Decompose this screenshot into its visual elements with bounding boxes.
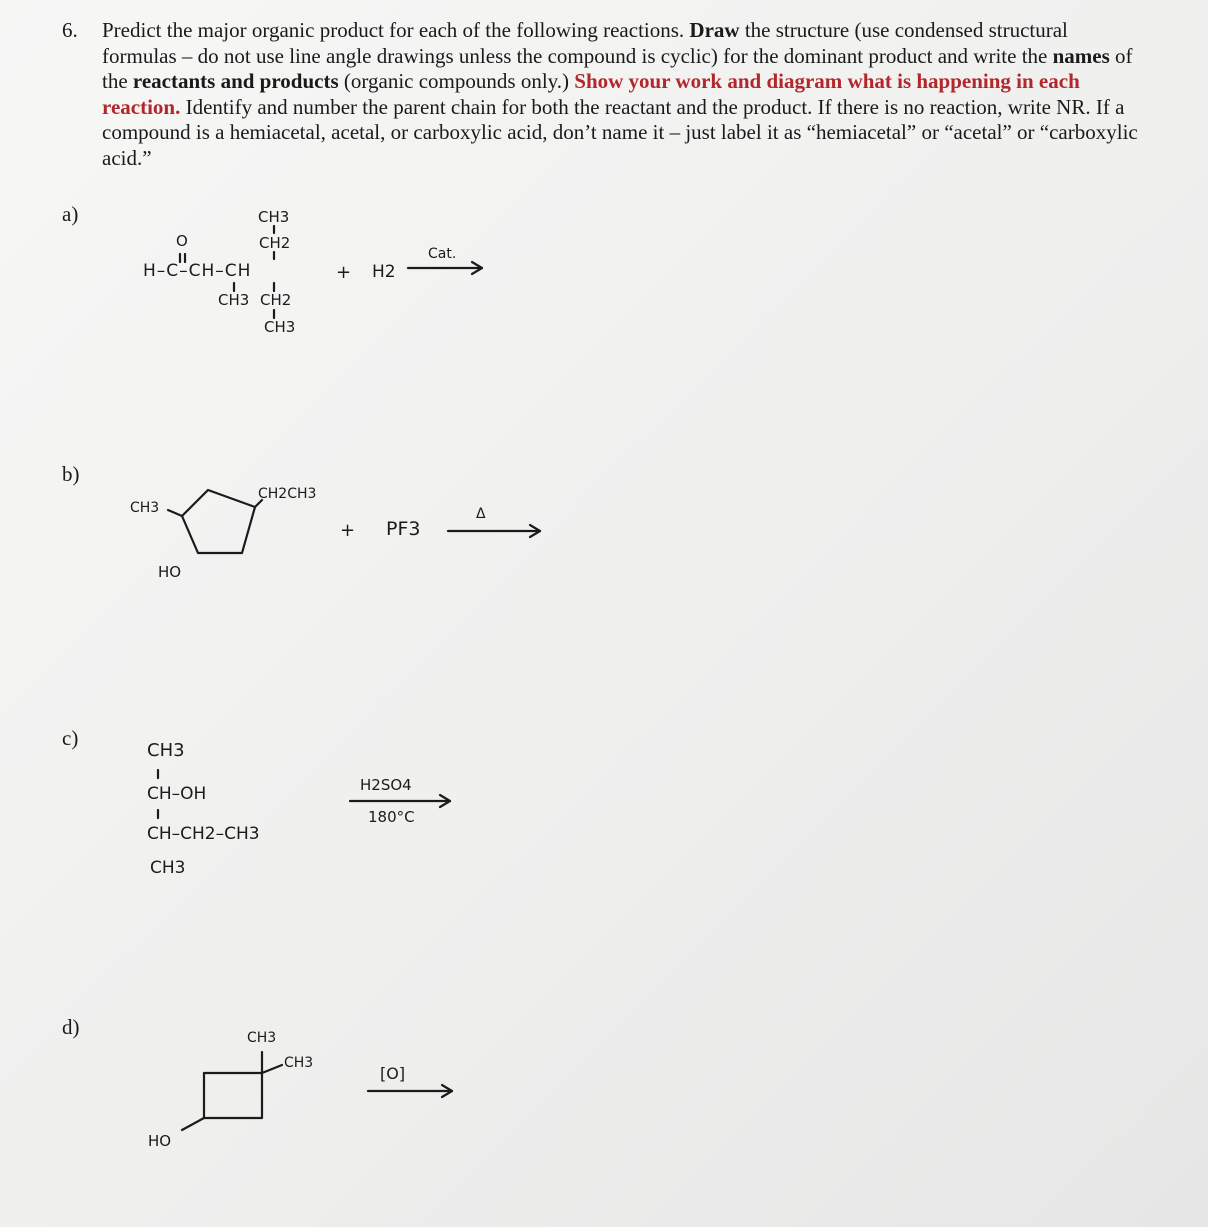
c-line-1: CH3 — [147, 740, 185, 761]
a-branch-methyl: CH3 — [218, 291, 250, 309]
d-cyclobutane-ring — [204, 1073, 262, 1118]
a-top-methylene: CH2 — [259, 234, 291, 252]
d-methyl-top: CH3 — [247, 1030, 277, 1046]
part-b-label: b) — [62, 462, 80, 486]
d-bond-methyl-right — [262, 1065, 282, 1073]
a-reagent: H2 — [372, 262, 396, 282]
a-main-chain: H–C–CH–CH — [143, 261, 252, 281]
a-top-methyl: CH3 — [258, 208, 290, 226]
part-a-label: a) — [62, 202, 79, 226]
b-cyclopentane-ring — [182, 490, 255, 553]
b-methyl: CH3 — [130, 500, 160, 516]
c-line-3: CH–CH2–CH3 — [147, 824, 260, 844]
b-reagent: PF3 — [386, 518, 421, 540]
part-d-label: d) — [62, 1015, 80, 1039]
d-bond-hydroxyl — [182, 1118, 204, 1130]
b-hydroxyl: HO — [158, 563, 182, 581]
a-carbonyl-oxygen: O — [176, 232, 188, 250]
part-c-label: c) — [62, 726, 79, 750]
d-hydroxyl: HO — [148, 1132, 172, 1150]
c-line-4: CH3 — [150, 858, 186, 878]
a-bottom-methyl: CH3 — [264, 318, 296, 336]
b-condition: Δ — [476, 506, 486, 522]
c-condition: 180°C — [368, 808, 415, 826]
c-line-2: CH–OH — [147, 784, 207, 804]
b-plus-sign: + — [340, 520, 356, 541]
d-reagent: [O] — [380, 1064, 406, 1083]
c-reagent: H2SO4 — [360, 776, 412, 794]
a-branch-methylene: CH2 — [260, 291, 292, 309]
a-plus-sign: + — [336, 262, 352, 283]
question-number: 6. — [62, 18, 78, 42]
d-methyl-right: CH3 — [284, 1055, 314, 1071]
a-condition: Cat. — [428, 246, 457, 262]
b-ethyl: CH2CH3 — [258, 486, 317, 502]
b-bond-methyl — [168, 510, 182, 516]
question-text: Predict the major organic product for each of the following reactions. Draw the structure (use condensed structural formulas – do not use line angle drawings unless the compound is cyclic) for the dominant product and write the names of the reactants and products (organic compounds only.) Show your work and diagram what is happening in each reaction. Identify and number the parent chain for both the reactant and the product. If there is no reaction, write NR. If a compound is a hemiacetal, acetal, or carboxylic acid, don’t name it – just label it as “hemiacetal” or “acetal” or “carboxylic acid.” — [102, 18, 1138, 170]
